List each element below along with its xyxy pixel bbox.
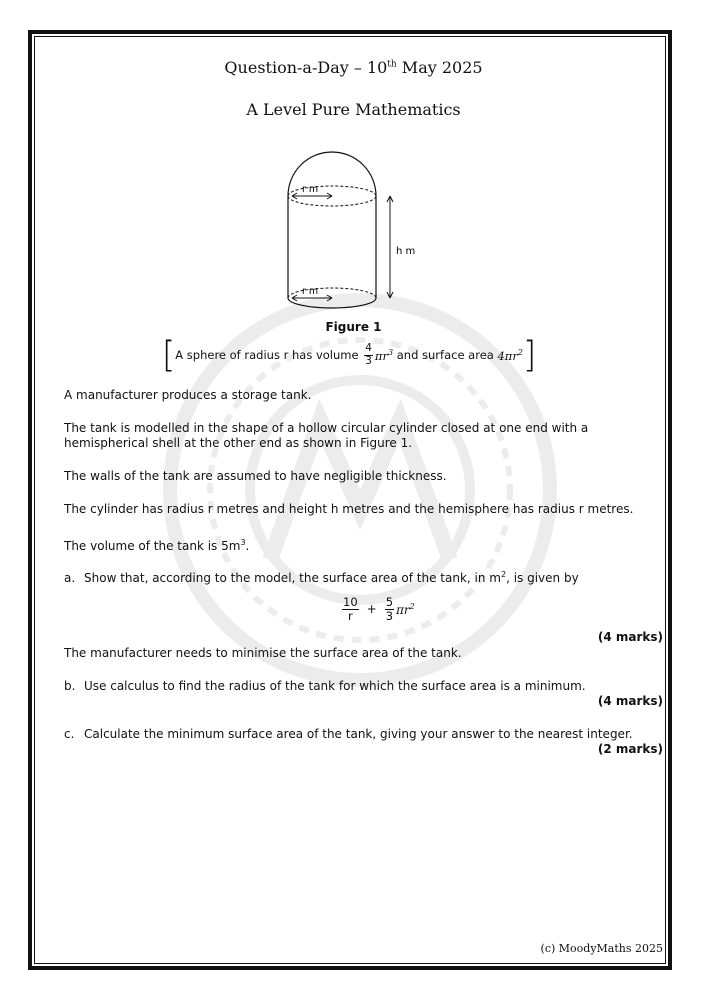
question-b: b. Use calculus to find the radius of the tank for which the surface area is a minimum. [64,679,586,693]
frac-den: 3 [365,354,372,367]
formula-text-2: and surface area [396,348,494,362]
tank-diagram [270,150,440,320]
paragraph-4: The cylinder has radius r metres and height h metres and the hemisphere has radius r metres. [64,502,634,516]
paragraph-3: The walls of the tank are assumed to have negligible thickness. [64,469,447,483]
top-ellipse-front [288,196,376,206]
fraction-5-thirds: $\frac{5}{3}$ [385,595,394,623]
right-bracket-icon: ] [522,334,537,376]
pi-r-cubed: $\pi r^3$ [374,347,394,363]
question-c: c. Calculate the minimum surface area of the tank, giving your answer to the nearest integer. [64,727,633,741]
height-label: h m [396,246,416,257]
radius-label-bottom: r m [302,286,319,297]
bottom-ellipse-front [288,298,376,308]
left-bracket-icon: [ [162,334,176,376]
copyright-footer: (c) MoodyMaths 2025 [540,942,663,955]
fraction-10-over-r: $\frac{10}{r}$ [343,595,358,623]
formula-note [162,334,537,376]
fraction-four-thirds [364,343,373,367]
paragraph-6: The manufacturer needs to minimise the surface area of the tank. [64,646,462,660]
title-prefix: Question-a-Day – 10 [224,58,388,77]
four-pi-r-squared: $4\pi r^2$ [497,347,523,363]
paragraph-1: A manufacturer produces a storage tank. [64,388,312,402]
question-a: a. Show that, according to the model, the surface area of the tank, in $m^2$, is given by [64,570,579,585]
paragraph-5: The volume of the tank is $5m^3$. [64,538,250,553]
page-subtitle: A Level Pure Mathematics [246,100,461,119]
marks-a: (4 marks) [597,630,663,644]
question-a-label: a. [64,571,76,585]
radius-label-top: r m [302,184,319,195]
title-suffix: May 2025 [396,58,483,77]
marks-b: (4 marks) [597,694,663,708]
marks-c: (2 marks) [597,742,663,756]
question-b-label: b. [64,679,76,693]
paragraph-2: The tank is modelled in the shape of a hollow circular cylinder closed at one end with a hemispherical shell at the other end as shown in Figure 1. [64,421,589,450]
pi-r-squared: $\pi r^2$ [396,601,415,617]
formula-text-1: A sphere of radius r has volume [175,348,359,362]
title-sup: th [387,59,397,70]
plus-sign: + [366,602,377,617]
question-c-label: c. [64,727,75,741]
surface-area-expression [340,596,415,622]
frac-num: 4 [365,341,372,354]
page-title [0,58,707,77]
figure-caption: Figure 1 [325,320,382,334]
